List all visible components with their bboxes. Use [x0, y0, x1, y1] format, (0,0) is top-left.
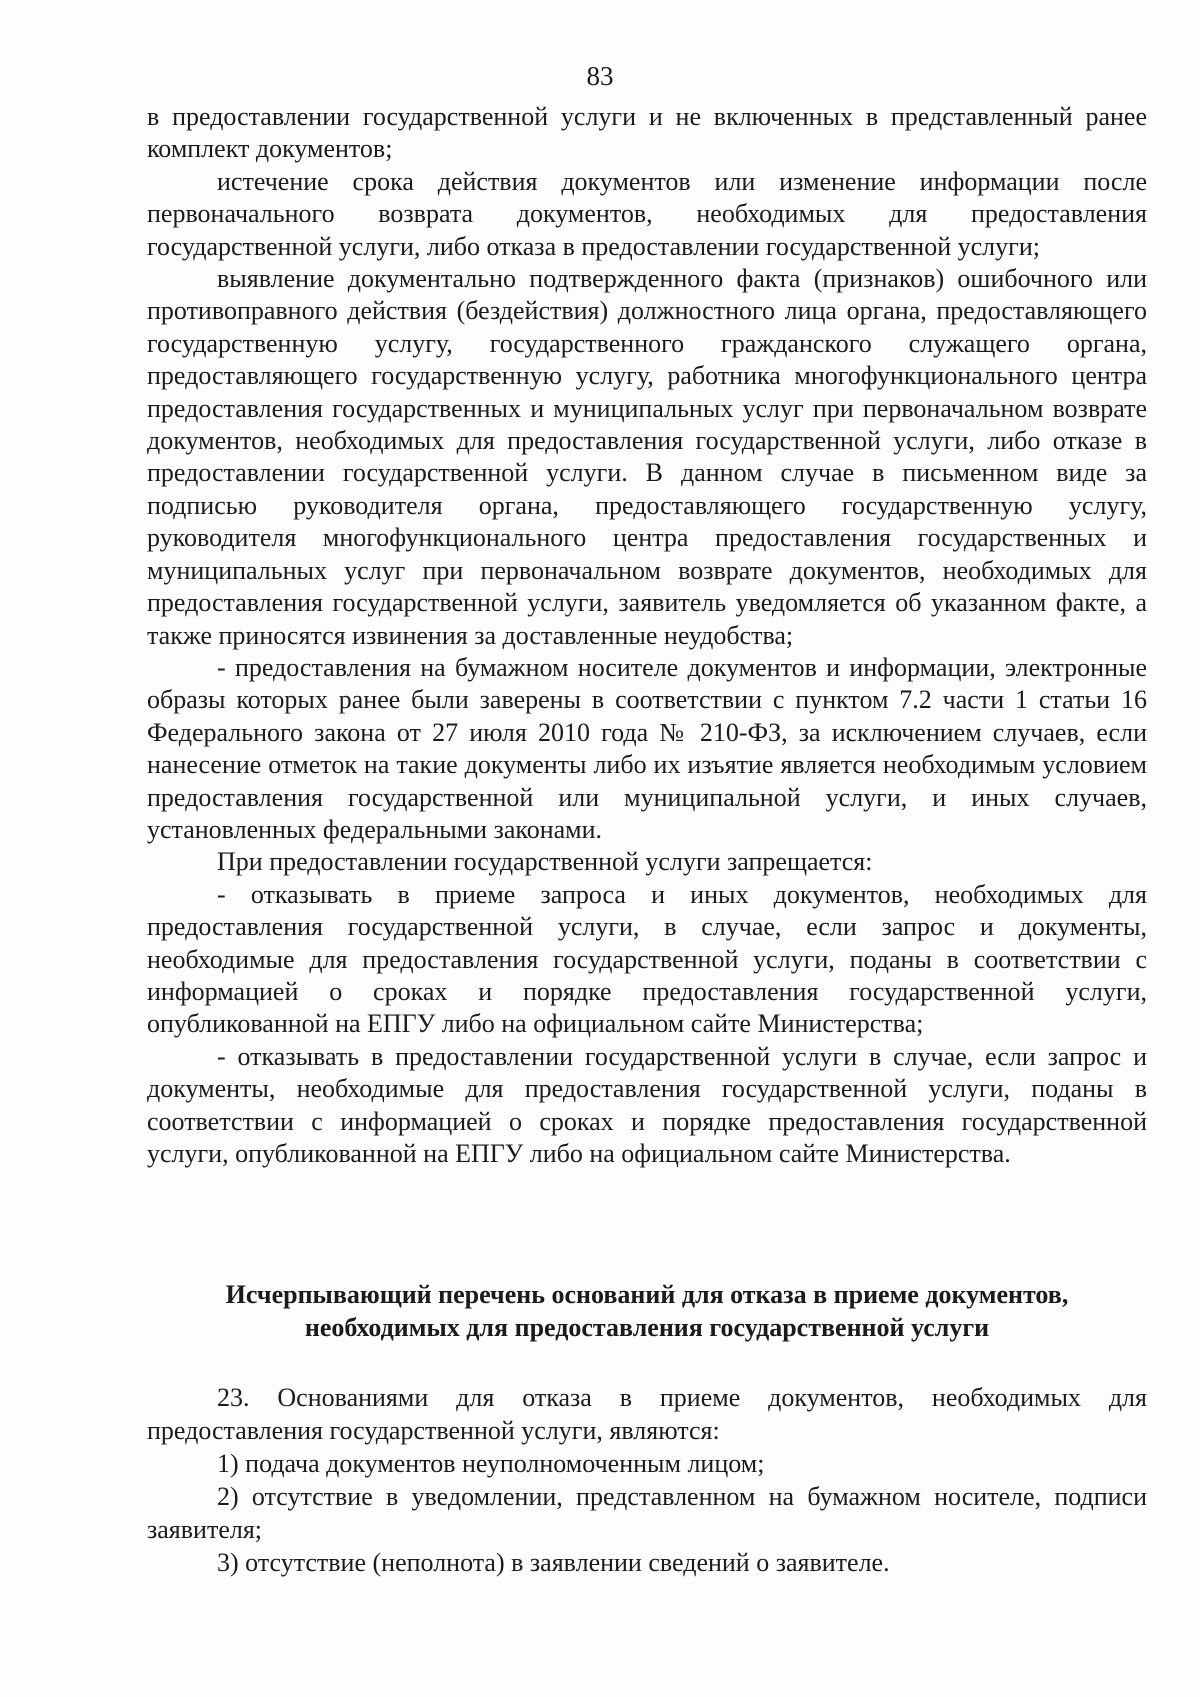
paragraph-prohibitions-intro: При предоставлении государственной услуги запрещается:	[217, 847, 873, 877]
paragraph-continuation: в предоставлении государственной услуги и не включенных в представленный ранее комплект документов;	[147, 102, 1147, 164]
paragraph-prohibition-reception: - отказывать в приеме запроса и иных документов, необходимых для предоставления государственной услуги, в случае, если запрос и документы, необходимые для предоставления государственной услуги, поданы в соответствии с информацией о сроках и порядке предоставления государственной услуги, опубликованной на ЕПГУ либо на официальном сайте Министерства;	[147, 879, 1147, 1039]
section-heading-line-1: Исчерпывающий перечень оснований для отказа в приеме документов,	[225, 1280, 1069, 1309]
list-item: 2) отсутствие в уведомлении, представленном на бумажном носителе, подписи заявителя;	[147, 1482, 1147, 1544]
paragraph-paper-documents: - предоставления на бумажном носителе документов и информации, электронные образы которых ранее были заверены в соответствии с пунктом 7.2 части 1 статьи 16 Федерального закона от 27 июля 2010 года № 210-ФЗ, за исключением случаев, если нанесение отметок на такие документы либо их изъятие является необходимым условием предоставления государственной или муниципальной услуги, и иных случаев, установленных федеральными законами.	[147, 652, 1147, 844]
document-body	[147, 101, 1147, 1170]
paragraph-expiry: истечение срока действия документов или изменение информации после первоначального возврата документов, необходимых для предоставления государственной услуги, либо отказа в предоставлении государственной услуги;	[147, 166, 1147, 261]
paragraph-prohibition-provision: - отказывать в предоставлении государственной услуги в случае, если запрос и документы, необходимые для предоставления государственной услуги, поданы в соответствии с информацией о сроках и порядке предоставления государственной услуги, опубликованной на ЕПГУ либо на официальном сайте Министерства.	[147, 1041, 1147, 1168]
section-heading-line-2: необходимых для предоставления государственной услуги	[304, 1313, 990, 1342]
section-heading	[147, 1278, 1147, 1344]
list-item: 3) отсутствие (неполнота) в заявлении сведений о заявителе.	[217, 1548, 890, 1577]
clause-23-intro: 23. Основаниями для отказа в приеме документов, необходимых для предоставления государственной услуги, являются:	[147, 1383, 1147, 1445]
page-number: 83	[586, 61, 614, 91]
list-item: 1) подача документов неуполномоченным лицом;	[217, 1449, 765, 1478]
section-body	[147, 1381, 1147, 1579]
paragraph-error-detection: выявление документально подтвержденного факта (признаков) ошибочного или противоправного действия (бездействия) должностного лица органа, предоставляющего государственную услугу, государственного гражданского служащего органа, предоставляющего государственную услугу, работника многофункционального центра предоставления государственных и муниципальных услуг при первоначальном возврате документов, необходимых для предоставления государственной услуги, либо отказе в предоставлении государственной услуги. В данном случае в письменном виде за подписью руководителя органа, предоставляющего государственную услугу, руководителя многофункционального центра предоставления государственных и муниципальных услуг при первоначальном возврате документов, необходимых для предоставления государственной услуги, заявитель уведомляется об указанном факте, а также приносятся извинения за доставленные неудобства;	[147, 264, 1147, 650]
